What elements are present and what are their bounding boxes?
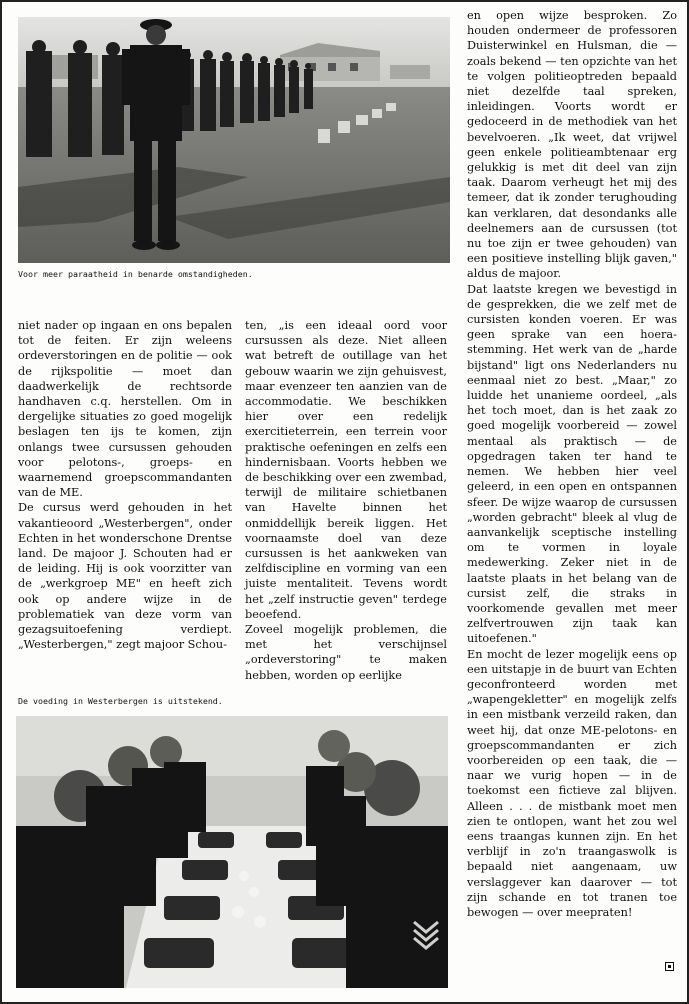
paragraph: Zoveel mogelijk problemen, die met het verschijnsel „ordeverstoring" te maken hebben, worden op eerlijke xyxy=(245,623,447,682)
paragraph: ten, „is een ideaal oord voor cursussen als deze. Niet alleen wat betreft de outillage van het gebouw waarin we zijn gehuisvest, maar evenzeer ten aanzien van de accommodatie. We beschikken hier over een redelijk exercitieterrein, een terrein voor praktische oefeningen en zelfs een hindernisbaan. Voorts hebben we de beschikking over een zwembad, terwijl de militaire schietbanen van Havelte binnen het onmiddellijk bereik liggen. Het voornaamste doel van deze cursussen is het aankweken van zelfdiscipline en vorming van een juiste mentaliteit. Tevens wordt het „zelf instructie geven" terdege beoefend. xyxy=(245,319,447,621)
bottom-photo-dining xyxy=(16,716,448,988)
paragraph: De cursus werd gehouden in het vakantieoord „Westerbergen", onder Echten in het wonderschone Drentse land. De majoor J. Schouten had er de leiding. Hij is ook voorzitter van de „werkgroep ME" en heeft zich ook op andere wijze in de problematiek van deze vorm van gezagsuitoefening verdiept. „Westerbergen," zegt majoor Schou- xyxy=(18,501,232,652)
paragraph: en open wijze besproken. Zo houden ondermeer de professoren Duisterwinkel en Hulsman, die — zoals bekend — ten opzichte van het te volgen politieoptreden bepaald niet dezelfde taal spreken, inleidingen. Voorts wordt er gedoceerd in de methodiek van het bevelvoeren. „Ik weet, dat vrijwel geen enkele politieambtenaar erg gelukkig is met dit deel van zijn taak. Daarom verheugt het mij des temeer, dat ik zonder terughouding kan verklaren, dat desondanks alle deelnemers aan de cursussen (tot nu toe zijn er twee gehouden) van een positieve instelling blijk gaven," aldus de majoor. xyxy=(467,9,677,281)
paragraph: En mocht de lezer mogelijk eens op een uitstapje in de buurt van Echten geconfronteerd worden met „wapengekletter" en mogelijk zelfs in een mistbank verzeild raken, dan weet hij, dat onze ME-pelotons- en groepscommandanten er zich voorbereiden op een taak, die — naar we vurig hopen — in de toekomst een fictieve zal blijven. Alleen . . . de mistbank moet men zien te ontlopen, want het zou wel eens traangas kunnen zijn. En het verblijf in zo'n traangaswolk is bepaald niet aangenaam, uw verslaggever kan daarover — tot zijn schande en tot tranen toe bewogen — over meepraten! xyxy=(467,647,677,919)
end-of-article-square-icon xyxy=(665,962,674,971)
paragraph: Dat laatste kregen we bevestigd in de gesprekken, die we zelf met de cursisten konden voeren. Er was geen sprake van een hoera-stemming. Het werk van de „harde bijstand" ligt ons Nederlanders nu eenmaal niet zo best. „Maar," zo luidde het unanieme oordeel, „als het toch moet, dan is het zaak zo goed mogelijk voorbereid — zowel mentaal als praktisch — de opgedragen taken ter hand te nemen. We hebben hier veel geleerd, in een open en ontspannen sfeer. De wijze waarop de cursussen „worden gebracht" bleek al vlug de aanvankelijk sceptische instelling om te vormen in loyale medewerking. Zeker niet in de laatste plaats in het belang van de cursist zelf, die straks in voorkomende gevallen met meer zelfvertrouwen zijn taak kan uitoefenen." xyxy=(467,282,677,646)
drill-scene-image xyxy=(18,17,450,263)
bottom-photo-caption: De voeding in Westerbergen is uitstekend. xyxy=(18,696,223,706)
dining-scene-image xyxy=(16,716,448,988)
top-photo-caption: Voor meer paraatheid in benarde omstandigheden. xyxy=(18,269,253,279)
article-column-middle xyxy=(245,318,447,683)
article-column-right xyxy=(467,8,677,920)
article-column-left xyxy=(18,318,232,652)
paragraph: niet nader op ingaan en ons bepalen tot de feiten. Er zijn weleens ordeverstoringen en de politie — ook de rijkspolitie — moet dan daadwerkelijk de rechtsorde handhaven c.q. herstellen. Om in dergelijke situaties zo goed mogelijk beslagen ten ijs te komen, zijn onlangs twee cursussen gehouden voor pelotons-, groeps- en waarnemend groepscommandanten van de ME. xyxy=(18,319,232,500)
top-photo-drill xyxy=(18,17,450,263)
